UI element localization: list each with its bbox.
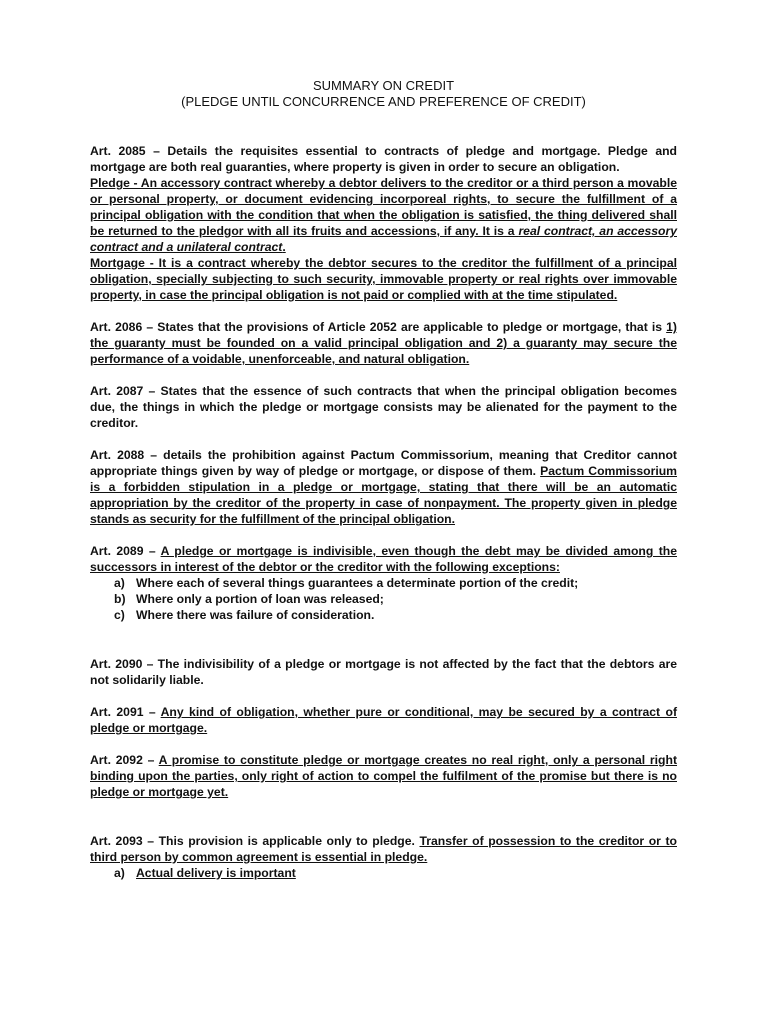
- art-2089-lead: Art. 2089 –: [90, 544, 161, 558]
- art-2085-pledge: [90, 175, 677, 255]
- art-2089-exceptions-list: [90, 575, 677, 623]
- art-2093-underlined: Transfer of possession to the creditor or to third person by common agreement is essential in pledge.: [90, 834, 677, 864]
- art-2092-lead: Art. 2092 –: [90, 753, 159, 767]
- list-marker: a): [114, 866, 125, 880]
- art-2090: Art. 2090 – The indivisibility of a pledge or mortgage is not affected by the fact that the debtors are not solidarily liable.: [90, 657, 677, 687]
- art-2092: [90, 752, 677, 800]
- art-2088-lead: Art. 2088 – details the prohibition against Pactum Commissorium, meaning that Creditor cannot appropriate things given by way of pledge or mortgage, or dispose of them.: [90, 448, 677, 478]
- art-2093-lead: Art. 2093 – This provision is applicable only to pledge.: [90, 834, 420, 848]
- list-item: [90, 575, 677, 591]
- art-2085-mortgage: Mortgage - It is a contract whereby the debtor secures to the creditor the fulfillment of a principal obligation, specially subjecting to such security, immovable property or real rights over immovable property, in case the principal obligation is not paid or complied with at the time stipulated.: [90, 256, 677, 302]
- art-2086-underlined: 1) the guaranty must be founded on a valid principal obligation and 2) a guaranty may secure the performance of a voidable, unenforceable, and natural obligation.: [90, 320, 677, 366]
- art-2085-pledge-text: Pledge - An accessory contract whereby a debtor delivers to the creditor or a third person a movable or personal property, or document evidencing incorporeal rights, to secure the fulfillment of a principal obligation with the condition that when the obligation is satisfied, the thing delivered shall be returned to the pledgor with all its fruits and accessions, if any. It is a: [90, 176, 677, 238]
- list-marker: c): [114, 608, 125, 622]
- list-item: [90, 591, 677, 607]
- title-line-2: (PLEDGE UNTIL CONCURRENCE AND PREFERENCE OF CREDIT): [181, 94, 586, 109]
- art-2088: [90, 447, 677, 527]
- art-2093: [90, 833, 677, 865]
- list-marker: a): [114, 576, 125, 590]
- art-2089: [90, 543, 677, 575]
- art-2091-underlined: Any kind of obligation, whether pure or conditional, may be secured by a contract of pledge or mortgage.: [90, 705, 677, 735]
- art-2093-list: [90, 865, 677, 881]
- list-item-text: Where only a portion of loan was released;: [136, 592, 384, 606]
- list-item: [90, 865, 677, 881]
- art-2092-underlined: A promise to constitute pledge or mortgage creates no real right, only a personal right binding upon the parties, only right of action to compel the fulfilment of the promise but there is no pledge or mortgage yet.: [90, 753, 678, 799]
- list-item-text: Actual delivery is important: [136, 866, 296, 880]
- art-2085-pledge-italic: real contract, an accessory contract and a unilateral contract: [90, 224, 677, 254]
- list-marker: b): [114, 592, 126, 606]
- art-2089-underlined: A pledge or mortgage is indivisible, even though the debt may be divided among the successors in interest of the debtor or the creditor with the following exceptions:: [90, 544, 677, 574]
- art-2086: [90, 319, 677, 367]
- list-item-text: Where each of several things guarantees a determinate portion of the credit;: [136, 576, 579, 590]
- art-2091-lead: Art. 2091 –: [90, 705, 161, 719]
- list-item-text: Where there was failure of consideration.: [136, 608, 375, 622]
- document-page: [90, 78, 677, 881]
- title-line-1: SUMMARY ON CREDIT: [312, 78, 455, 93]
- art-2086-lead: Art. 2086 – States that the provisions of Article 2052 are applicable to pledge or mortgage, that is: [90, 320, 667, 334]
- art-2085-pledge-end: .: [282, 240, 286, 254]
- art-2085-lead: Art. 2085 – Details the requisites essential to contracts of pledge and mortgage. Pledge and mortgage are both real guaranties, where property is given in order to secure an obligation.: [90, 144, 677, 174]
- list-item: [90, 607, 677, 623]
- art-2091: [90, 704, 677, 736]
- document-title: [90, 78, 677, 110]
- art-2087: Art. 2087 – States that the essence of such contracts that when the principal obligation becomes due, the things in which the pledge or mortgage consists may be alienated for the payment to the creditor.: [90, 384, 677, 430]
- art-2088-underlined: Pactum Commissorium is a forbidden stipulation in a pledge or mortgage, stating that there will be an automatic appropriation by the creditor of the property in case of nonpayment. The property given in pledge stands as security for the fulfillment of the principal obligation.: [90, 464, 677, 526]
